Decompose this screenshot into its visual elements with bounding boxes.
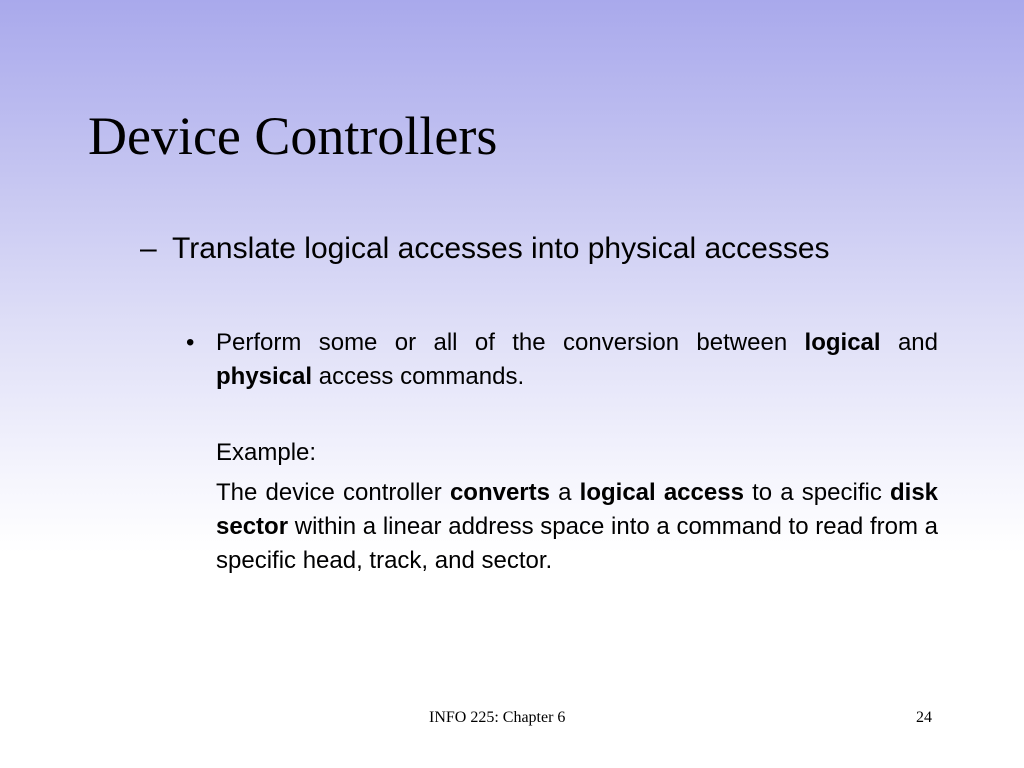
conversion-paragraph xyxy=(216,326,938,394)
bold-term: disk sector xyxy=(216,479,939,540)
slide-title: Device Controllers xyxy=(88,106,498,166)
footer-course: INFO 225: Chapter 6 xyxy=(429,709,566,726)
text-run: to a specific xyxy=(743,479,890,506)
bullet-dot-icon: • xyxy=(186,329,195,356)
level2-bullet xyxy=(186,326,938,578)
bold-term: converts xyxy=(449,479,550,506)
text-run: access commands. xyxy=(312,363,525,390)
level1-bullet xyxy=(140,229,980,269)
bold-term: physical xyxy=(216,363,313,390)
level1-text: Translate logical accesses into physical accesses xyxy=(172,232,830,265)
bullet-body xyxy=(216,326,938,578)
example-paragraph xyxy=(216,476,938,578)
bold-term: logical access xyxy=(579,479,744,506)
text-run: a xyxy=(549,479,580,506)
dash-bullet-icon: – xyxy=(140,232,157,265)
bold-term: logical xyxy=(804,329,881,356)
text-run: and xyxy=(880,329,938,356)
text-run: Perform some or all of the conversion between xyxy=(216,329,805,356)
example-label: Example: xyxy=(216,439,317,466)
text-run: The device controller xyxy=(216,479,450,506)
text-run: within a linear address space into a command to read from a specific head, track, and sector. xyxy=(216,513,938,574)
page-number: 24 xyxy=(916,709,932,726)
